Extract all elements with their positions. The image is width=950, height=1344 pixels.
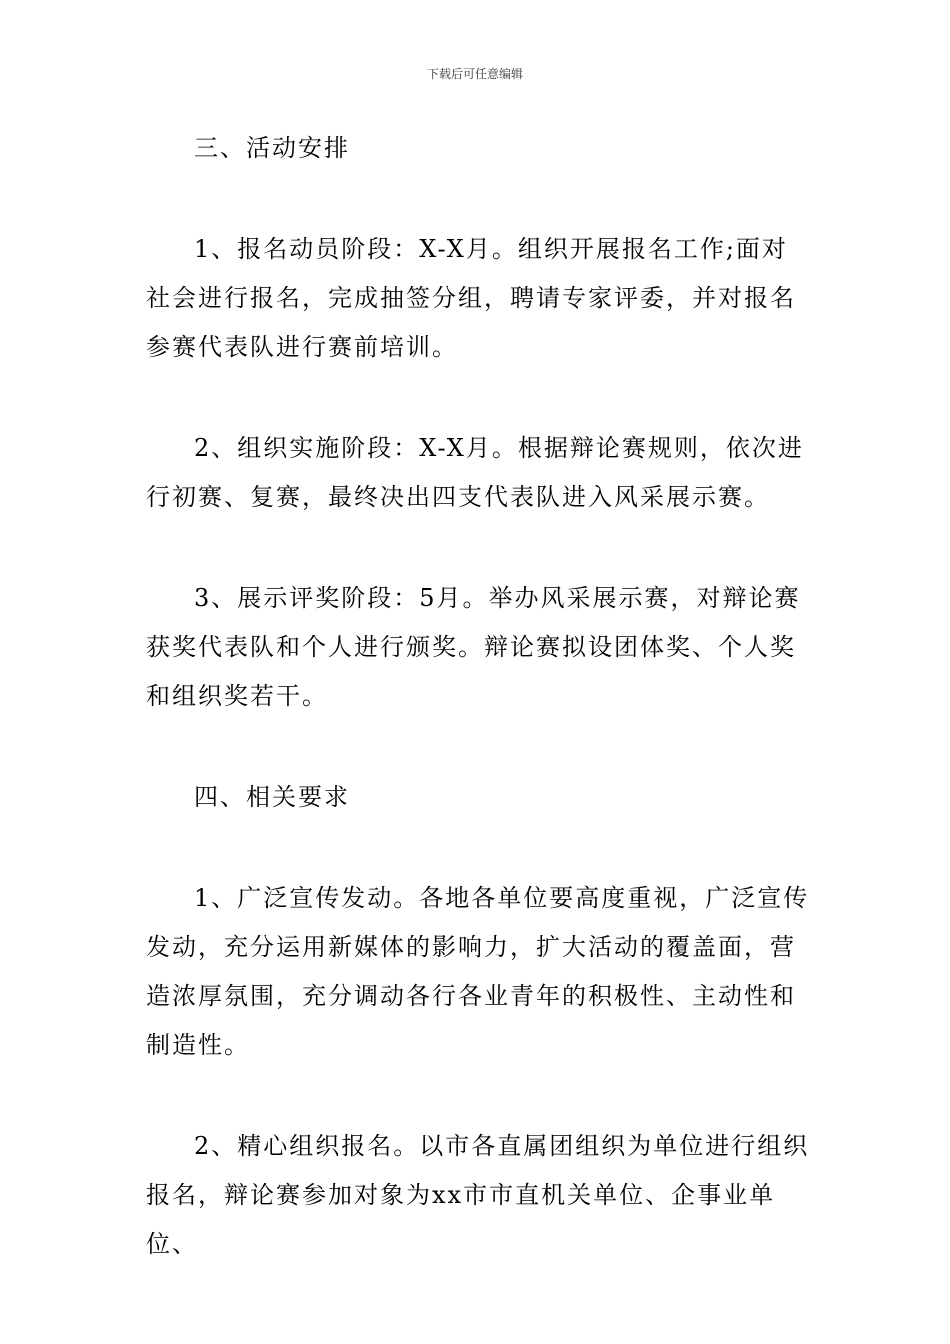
section-heading-activities: 三、活动安排 bbox=[194, 134, 350, 162]
paragraph-registration-stage: 1、报名动员阶段：X-X月。组织开展报名工作;面对社会进行报名，完成抽签分组，聘请专家评委，并对报名参赛代表队进行赛前培训。 bbox=[146, 235, 796, 361]
section-heading-requirements: 四、相关要求 bbox=[194, 783, 350, 811]
document-body bbox=[146, 124, 810, 1269]
paragraph-implementation-stage: 2、组织实施阶段：X-X月。根据辩论赛规则，依次进行初赛、复赛，最终决出四支代表队进入风采展示赛。 bbox=[146, 434, 804, 511]
paragraph-organize-registration: 2、精心组织报名。以市各直属团组织为单位进行组织报名，辩论赛参加对象为xx市市直机关单位、企事业单位、 bbox=[146, 1132, 810, 1258]
paragraph-publicity: 1、广泛宣传发动。各地各单位要高度重视，广泛宣传发动，充分运用新媒体的影响力，扩大活动的覆盖面，营造浓厚氛围，充分调动各行各业青年的积极性、主动性和制造性。 bbox=[146, 884, 810, 1059]
page-header: 下载后可任意编辑 bbox=[426, 67, 523, 81]
paragraph-award-stage: 3、展示评奖阶段：5月。举办风采展示赛，对辩论赛获奖代表队和个人进行颁奖。辩论赛拟设团体奖、个人奖和组织奖若干。 bbox=[146, 584, 801, 710]
